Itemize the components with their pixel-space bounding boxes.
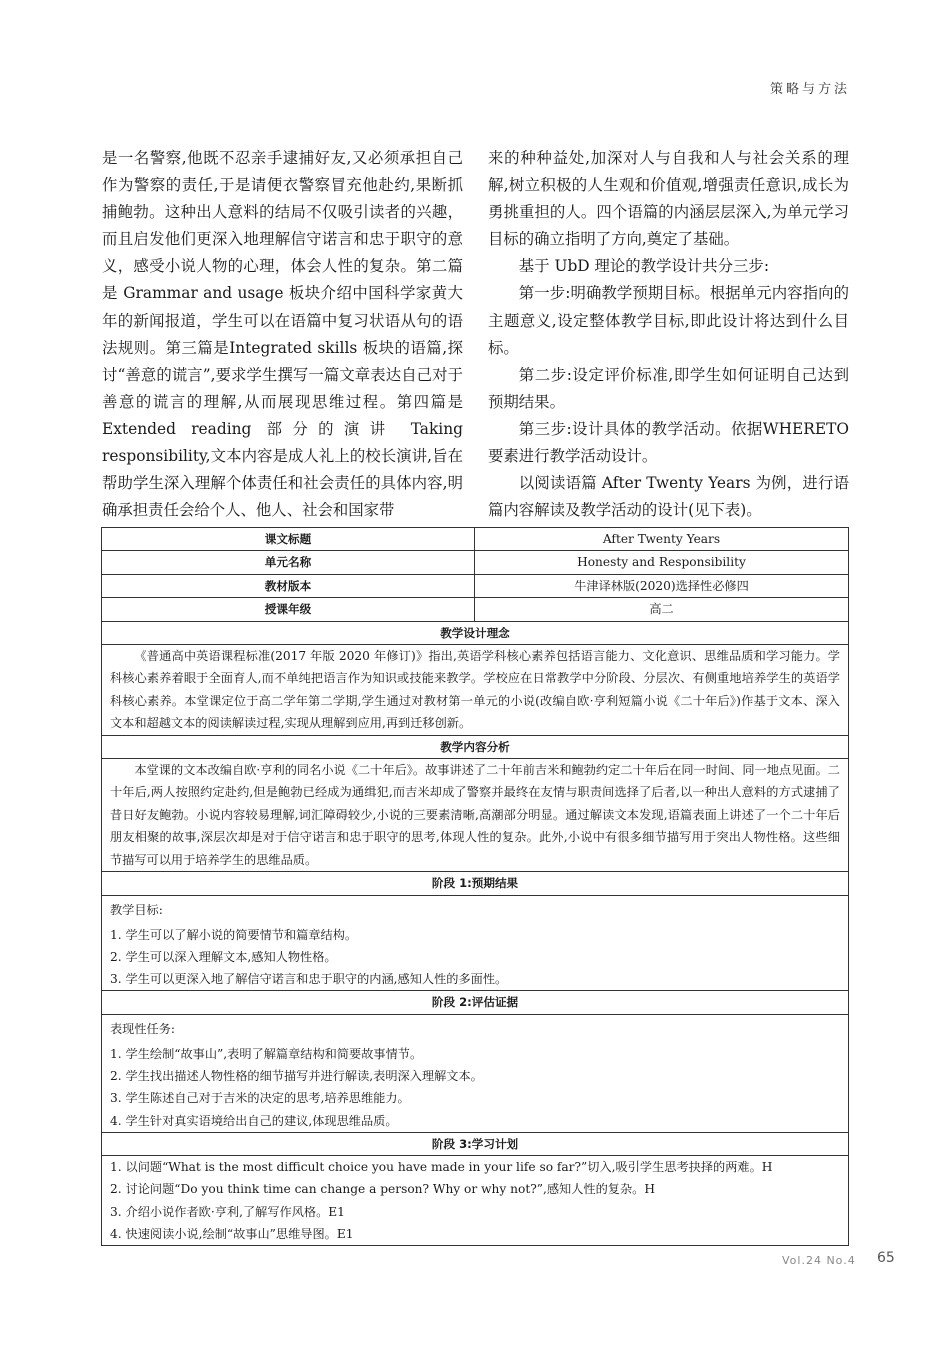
table-value-cell: 牛津译林版(2020)选择性必修四 [475, 574, 849, 597]
analysis-text: 本堂课的文本改编自欧·亨利的同名小说《二十年后》。故事讲述了二十年前吉米和鲍勃约定二十年后在同一时间、同一地点见面。二十年后,两人按照约定赴约,但是鲍勃已经成为通缉犯,而吉米却成了警察并最终在友情与职责间选择了后者,以一种出人意料的方式逮捕了昔日好友鲍勃。小说内容较易理解,词汇障碍较少,小说的三要素清晰,高潮部分明显。通过解读文本发现,语篇表面上讲述了一个二十年后朋友相聚的故事,深层次却是对于信守诺言和忠于职守的思考,体现人性的复杂。此外,小说中有很多细节描写用于突出人物性格。这些细节描写可以用于培养学生的思维品质。 [102, 759, 849, 872]
section-header-analysis: 教学内容分析 [102, 735, 849, 758]
table-key-cell: 教材版本 [102, 574, 475, 597]
body-paragraph: 第一步:明确教学预期目标。根据单元内容指向的主题意义,设定整体教学目标,即此设计将达到什么目标。 [488, 284, 849, 357]
list-item: 3. 学生可以更深入地了解信守诺言和忠于职守的内涵,感知人性的多面性。 [110, 972, 508, 987]
list-item: 4. 快速阅读小说,绘制“故事山”思维导图。E1 [110, 1226, 354, 1241]
stage1-intro: 教学目标: [110, 902, 163, 917]
table-key-cell: 单元名称 [102, 551, 475, 574]
table-row [102, 1014, 849, 1132]
table-row [102, 551, 849, 574]
section-header-stage1: 阶段 1:预期结果 [102, 872, 849, 895]
list-item: 2. 学生可以深入理解文本,感知人物性格。 [110, 949, 337, 964]
body-paragraph: 是一名警察,他既不忍亲手逮捕好友,又必须承担自己作为警察的责任,于是请便衣警察冒充他赴约,果断抓捕鲍勃。这种出人意料的结局不仅吸引读者的兴趣，而且启发他们更深入地理解信守诺言和忠于职守的意义，感受小说人物的心理，体会人性的复杂。第二篇是 Grammar and usage 板块介绍中国科学家黄大年的新闻报道，学生可以在语篇中复习状语从句的语法规则。第三篇是Integrated skills 板块的语篇,探讨“善意的谎言”,要求学生撰写一篇文章表达自己对于善意的谎言的理解,从而展现思维过程。第四篇是 Extended reading 部分的演讲 Taking responsibility,文本内容是成人礼上的校长演讲,旨在帮助学生深入理解个体责任和社会责任的具体内容,明确承担责任会给个人、他人、社会和国家带 [102, 149, 463, 520]
table-value-cell: After Twenty Years [475, 528, 849, 551]
table-row [102, 645, 849, 736]
table-row [102, 621, 849, 644]
table-row [102, 895, 849, 991]
table-row [102, 735, 849, 758]
table-value-cell: Honesty and Responsibility [475, 551, 849, 574]
table-row [102, 759, 849, 872]
body-paragraph: 第三步:设计具体的教学活动。依据WHERETO要素进行教学活动设计。 [488, 419, 849, 466]
stage1-content [102, 895, 849, 991]
table-row [102, 872, 849, 895]
list-item: 1. 学生绘制“故事山”,表明了解篇章结构和简要故事情节。 [110, 1046, 423, 1061]
journal-section-label: 策略与方法 [769, 82, 850, 97]
table-row [102, 991, 849, 1014]
table-row [102, 1132, 849, 1155]
stage2-content [102, 1014, 849, 1132]
body-paragraph: 以阅读语篇 After Twenty Years 为例，进行语篇内容解读及教学活动的设计(见下表)。 [488, 474, 849, 520]
list-item: 3. 学生陈述自己对于吉米的决定的思考,培养思维能力。 [110, 1091, 410, 1106]
page-number: 65 [877, 1250, 895, 1266]
lesson-design-table [101, 527, 849, 1246]
table-key-cell: 授课年级 [102, 598, 475, 621]
section-header-philosophy: 教学设计理念 [102, 621, 849, 644]
table-row [102, 574, 849, 597]
list-item: 2. 讨论问题“Do you think time can change a person? Why or why not?”,感知人性的复杂。H [110, 1182, 655, 1197]
body-paragraph: 基于 UbD 理论的教学设计共分三步: [518, 257, 770, 276]
table-value-cell: 高二 [475, 598, 849, 621]
right-text-column [488, 145, 849, 524]
list-item: 4. 学生针对真实语境给出自己的建议,体现思维品质。 [110, 1113, 398, 1128]
list-item: 1. 学生可以了解小说的简要情节和篇章结构。 [110, 927, 358, 942]
left-text-column [102, 145, 463, 524]
table-row [102, 598, 849, 621]
body-paragraph: 第二步:设定评价标准,即学生如何证明自己达到预期结果。 [488, 365, 849, 411]
table-row [102, 1156, 849, 1246]
issue-label: Vol.24 No.4 [782, 1254, 856, 1267]
section-header-stage3: 阶段 3:学习计划 [102, 1132, 849, 1155]
section-header-stage2: 阶段 2:评估证据 [102, 991, 849, 1014]
table-key-cell: 课文标题 [102, 528, 475, 551]
list-item: 3. 介绍小说作者欧·亨利,了解写作风格。E1 [110, 1204, 345, 1219]
list-item: 1. 以问题“What is the most difficult choice you have made in your life so far?”切入,吸引学生思考抉择的两难。H [110, 1160, 773, 1175]
table-row [102, 528, 849, 551]
list-item: 2. 学生找出描述人物性格的细节描写并进行解读,表明深入理解文本。 [110, 1069, 483, 1084]
stage3-content [102, 1156, 849, 1246]
stage2-intro: 表现性任务: [110, 1021, 176, 1036]
body-paragraph: 来的种种益处,加深对人与自我和人与社会关系的理解,树立积极的人生观和价值观,增强责任意识,成长为勇挑重担的人。四个语篇的内涵层层深入,为单元学习目标的确立指明了方向,奠定了基础。 [488, 149, 849, 249]
philosophy-text: 《普通高中英语课程标准(2017 年版 2020 年修订)》指出,英语学科核心素养包括语言能力、文化意识、思维品质和学习能力。学科核心素养着眼于全面育人,而不单纯把语言作为知识或技能来教学。学校应在日常教学中分阶段、分层次、有侧重地培养学生的英语学科核心素养。本堂课定位于高二学年第二学期,学生通过对教材第一单元的小说(改编自欧·亨利短篇小说《二十年后》)作基于文本、深入文本和超越文本的阅读解读过程,实现从理解到应用,再到迁移创新。 [102, 645, 849, 736]
